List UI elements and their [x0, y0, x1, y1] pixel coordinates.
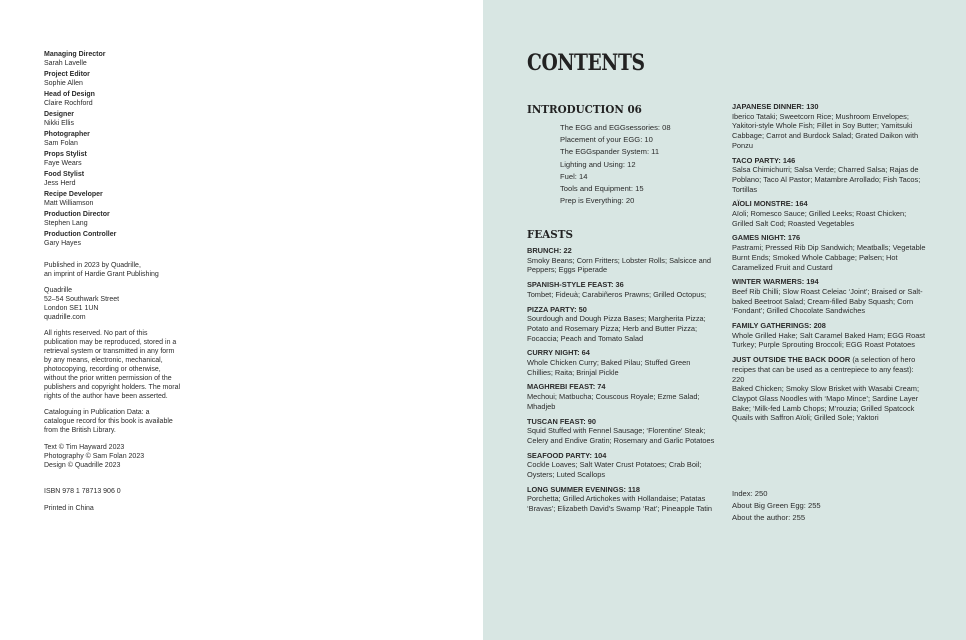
isbn: ISBN 978 1 78713 906 0: [44, 488, 121, 495]
credit-role: Production Director: [44, 211, 110, 218]
back-matter-list: [732, 488, 821, 525]
entry-heading: [732, 277, 927, 287]
credit-name: Gary Hayes: [44, 240, 81, 247]
introduction-list: [560, 122, 671, 207]
entry-title: LONG SUMMER EVENINGS: 118: [527, 484, 640, 494]
entry-title: JUST OUTSIDE THE BACK DOOR: [732, 355, 851, 365]
entry-title: PIZZA PARTY: 50: [527, 304, 587, 314]
credit-item: [44, 230, 214, 248]
credit-name: Matt Williamson: [44, 200, 94, 207]
entry-heading: [732, 199, 927, 209]
credit-role: Head of Design: [44, 91, 95, 98]
entry-recipes: Tombet; Fideuà; Carabiñeros Prawns; Grilled Octopus;: [527, 289, 707, 299]
introduction-item: The EGGspander System: 11: [560, 147, 660, 157]
credit-item: [44, 70, 214, 88]
entry-recipes: Baked Chicken; Smoky Slow Brisket with Wasabi Cream; Claypot Glass Noodles with ‘Mapo Mince’; Sardine Layer Bake; ‘Milk-fed Lamb Chops; M’rouzia; Grilled Spatcock Quails with Saffron Aïoli; Grilled Sole; Yaktori: [732, 384, 920, 423]
contents-entry: [527, 451, 717, 480]
entry-heading: [732, 102, 927, 112]
entry-title: BRUNCH: 22: [527, 246, 572, 255]
contents-entry: [527, 382, 717, 411]
entry-recipes: Squid Stuffed with Fennel Sausage; ‘Florentine’ Steak; Celery and Endive Gratin; Rosemary and Garlic Potatoes: [527, 426, 715, 445]
credit-name: Nikki Ellis: [44, 120, 74, 127]
back-matter-item: About Big Green Egg: 255: [732, 501, 821, 511]
credit-item: [44, 130, 214, 148]
entry-heading: [527, 417, 717, 427]
introduction-heading: INTRODUCTION 06: [527, 102, 642, 116]
entry-recipes: Pastrami; Pressed Rib Dip Sandwich; Meatballs; Vegetable Burnt Ends; Smoked Whole Cabbage; Pølsen; Hot Caramelized Fruit and Custard: [732, 243, 926, 272]
entry-title: SPANISH-STYLE FEAST: 36: [527, 280, 624, 290]
credit-name: Sam Folan: [44, 140, 78, 147]
contents-entry: [732, 233, 927, 272]
introduction-item: Placement of your EGG: 10: [560, 135, 653, 145]
contents-entry: [527, 305, 717, 344]
entry-heading: [527, 280, 717, 290]
introduction-item: Fuel: 14: [560, 171, 588, 181]
feasts-column-2: [732, 102, 927, 428]
credit-name: Stephen Lang: [44, 220, 88, 227]
contents-entry: [527, 246, 717, 275]
entry-heading: [527, 305, 717, 315]
feasts-column-1: [527, 246, 717, 519]
credits-list: [44, 50, 214, 250]
credit-item: [44, 90, 214, 108]
credit-item: [44, 50, 214, 68]
entry-title: JAPANESE DINNER: 130: [732, 102, 819, 111]
feasts-heading: FEASTS: [527, 227, 573, 241]
introduction-item: The EGG and EGGsessories: 08: [560, 123, 671, 132]
entry-recipes: Mechoui; Matbucha; Couscous Royale; Ezme Salad; Mhadjeb: [527, 392, 700, 411]
entry-title: CURRY NIGHT: 64: [527, 348, 590, 358]
contents-entry: [527, 485, 717, 514]
printed-in: Printed in China: [44, 505, 94, 512]
contents-entry: [732, 321, 927, 350]
entry-note: (a selection of hero recipes that can be used as a centrepiece to any feast): 220: [732, 355, 916, 384]
credit-role: Production Controller: [44, 231, 117, 238]
entry-title: WINTER WARMERS: 194: [732, 277, 819, 287]
entry-title: FAMILY GATHERINGS: 208: [732, 321, 826, 331]
entry-recipes: Whole Chicken Curry; Baked Pilau; Stuffed Green Chillies; Raita; Brinjal Pickle: [527, 358, 691, 377]
entry-recipes: Smoky Beans; Corn Fritters; Lobster Rolls; Salsicce and Peppers; Eggs Piperade: [527, 255, 712, 275]
credit-name: Claire Rochford: [44, 100, 93, 107]
entry-heading: [527, 451, 717, 461]
credit-name: Jess Herd: [44, 180, 76, 187]
credit-role: Food Stylist: [44, 171, 85, 178]
entry-heading: [732, 355, 927, 384]
credit-role: Designer: [44, 111, 74, 118]
entry-title: TUSCAN FEAST: 90: [527, 416, 596, 426]
contents-entry: [527, 417, 717, 446]
cataloguing-notice: Cataloguing in Publication Data: a catalogue record for this book is available from the British Library.: [44, 409, 173, 434]
entry-heading: [527, 382, 717, 392]
entry-recipes: Cockle Loaves; Salt Water Crust Potatoes; Crab Boil; Oysters; Luted Scallops: [527, 460, 702, 480]
credit-item: [44, 190, 214, 208]
entry-recipes: Beef Rib Chilli; Slow Roast Celeiac ‘Joint’; Braised or Salt-baked Beetroot Salad; Cream-filled Baby Squash; Corn ‘Fondant’; Grilled Chocolate Sandwiches: [732, 286, 923, 316]
published-by: Published in 2023 by Quadrille, an imprint of Hardie Grant Publishing: [44, 262, 159, 278]
credit-name: Faye Wears: [44, 160, 82, 167]
rights-notice: All rights reserved. No part of this publication may be reproduced, stored in a retrieval system or transmitted in any form by any means, electronic, mechanical, photocopying, recording or otherwise, without the prior written permission of the publishers and copyright holders. The moral rights of the author have been asserted.: [44, 330, 181, 400]
entry-title: GAMES NIGHT: 176: [732, 233, 801, 243]
entry-recipes: Sourdough and Dough Pizza Bases; Margherita Pizza; Potato and Rosemary Pizza; Herb and Butter Pizza; Focaccia; Peach and Tomato Salad: [527, 314, 706, 343]
entry-title: AÏOLI MONSTRE: 164: [732, 199, 808, 209]
entry-recipes: Porchetta; Grilled Artichokes with Hollandaise; Patatas ‘Bravas’; Elizabeth David’s Swamp ‘Rat’; Pineapple Tatin: [527, 494, 712, 514]
publisher-address: Quadrille 52–54 Southwark Street London SE1 1UN quadrille.com: [44, 287, 120, 321]
entry-recipes: Aïoli; Romesco Sauce; Grilled Leeks; Roast Chicken; Grilled Salt Cod; Roasted Vegetables: [732, 209, 907, 228]
entry-heading: [732, 233, 927, 243]
credit-role: Managing Director: [44, 51, 106, 58]
introduction-item: Prep is Everything: 20: [560, 196, 635, 206]
contents-entry: [732, 355, 927, 423]
entry-heading: [527, 348, 717, 358]
back-matter-item: About the author: 255: [732, 513, 806, 523]
introduction-item: Lighting and Using: 12: [560, 159, 636, 169]
contents-entry: [732, 199, 927, 228]
entry-heading: [527, 485, 717, 495]
entry-recipes: Iberico Tataki; Sweetcorn Rice; Mushroom Envelopes; Yakitori-style Whole Fish; Fillet in Soy Butter; Yamitsuki Cabbage; Carrot and Burdock Salad; Grated Daikon with Ponzu: [732, 111, 919, 150]
contents-entry: [732, 277, 927, 316]
contents-entry: [732, 102, 927, 151]
contents-entry: [527, 348, 717, 377]
credit-role: Recipe Developer: [44, 191, 103, 198]
entry-title: MAGHREBI FEAST: 74: [527, 382, 606, 392]
contents-entry: [732, 156, 927, 195]
copyright-notice: Text © Tim Hayward 2023 Photography © Sam Folan 2023 Design © Quadrille 2023: [44, 444, 145, 469]
credit-item: [44, 150, 214, 168]
contents-entry: [527, 280, 717, 299]
introduction-item: Tools and Equipment: 15: [560, 184, 644, 194]
entry-heading: [732, 156, 927, 166]
entry-heading: [527, 246, 717, 256]
credit-role: Props Stylist: [44, 151, 87, 158]
credit-item: [44, 110, 214, 128]
entry-recipes: Salsa Chimichurri; Salsa Verde; Charred Salsa; Rajas de Poblano; Taco Al Pastor; Matambre Arrollado; Fish Tacos; Tortillas: [732, 165, 921, 194]
contents-title: CONTENTS: [527, 50, 645, 76]
entry-heading: [732, 321, 927, 331]
credit-item: [44, 170, 214, 188]
entry-title: SEAFOOD PARTY: 104: [527, 450, 607, 460]
entry-recipes: Whole Grilled Hake; Salt Caramel Baked Ham; EGG Roast Turkey; Purple Sprouting Broccoli; EGG Roast Potatoes: [732, 330, 926, 350]
credit-name: Sarah Lavelle: [44, 60, 87, 67]
back-matter-item: Index: 250: [732, 489, 768, 498]
entry-title: TACO PARTY: 146: [732, 155, 796, 165]
credit-item: [44, 210, 214, 228]
credit-role: Project Editor: [44, 71, 90, 78]
credit-name: Sophie Allen: [44, 80, 83, 87]
credit-role: Photographer: [44, 131, 90, 138]
